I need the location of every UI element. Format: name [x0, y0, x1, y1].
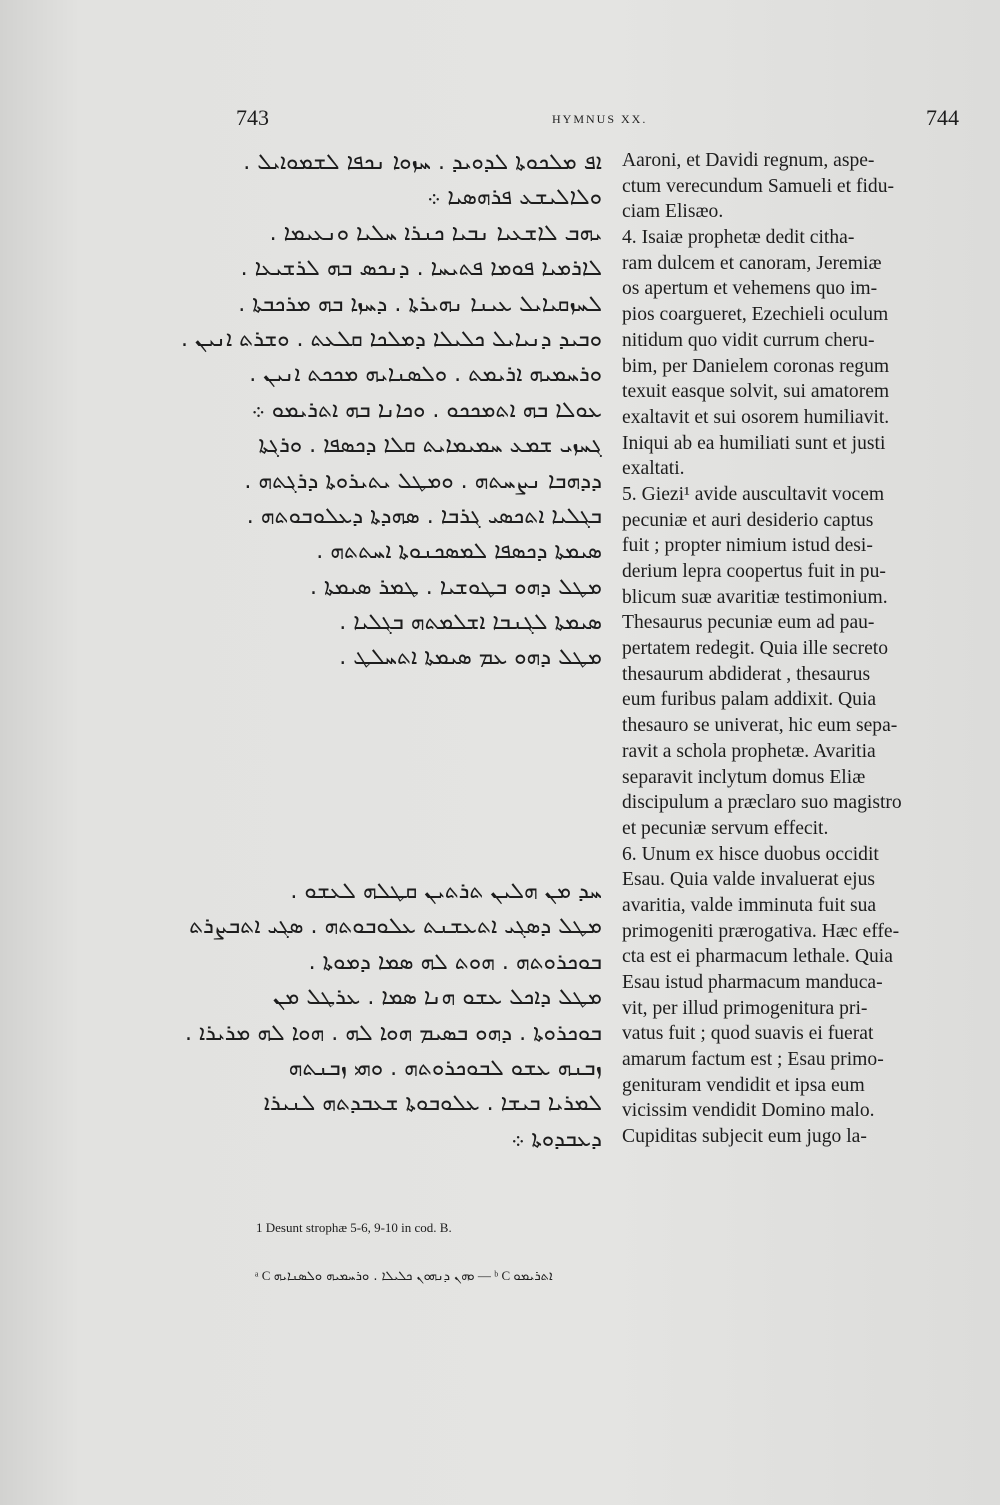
latin-line: separavit inclytum domus Eliæ	[622, 766, 866, 788]
latin-line: ravit a schola prophetæ. Avaritia	[622, 740, 876, 762]
latin-line: 4. Isaiæ prophetæ dedit cithа-	[622, 227, 855, 249]
latin-line: pios coargueret, Ezechieli oculum	[622, 304, 889, 326]
latin-line: exaltati.	[622, 458, 685, 480]
syriac-line: ܡܛܠ ܕܗܘ ܒܛܘܫܝܐ . ܛܡܪ ܣܝܡܬܐ .	[310, 574, 602, 600]
latin-line: 5. Giezi¹ avide auscultavit vocem	[622, 483, 885, 505]
latin-line: Thesaurus pecuniæ eum ad pau-	[622, 612, 875, 634]
syriac-line: ܡܛܠ ܕܐܟܠ ܥܫܘ ܗܢܐ ܣܡܐ . ܥܪܛܠ ܡܢ	[273, 985, 602, 1011]
left-page-number: 743	[236, 105, 269, 130]
latin-line: pecuniæ et auri desiderio captus	[622, 509, 874, 531]
latin-line: exaltavit et sui osorem humiliavit.	[622, 406, 890, 428]
syriac-line: ܠܐܪܡܝܐ ܦܘܡܐ ܦܬܝܚܐ . ܕܢܟܣ ܒܗ ܠܪܫܝܥܐ .	[240, 256, 602, 282]
latin-line: primogeniti prærogativa. Hæc effe-	[622, 920, 900, 942]
running-title: HYMNUS XX.	[552, 112, 648, 126]
footnote-separator: — ᵇ C	[477, 1268, 511, 1283]
latin-line: texuit easque solvit, sui amatorem	[622, 381, 890, 403]
syriac-line: ܒܓܠܝܐ ܐܬܟܣܝ ܓܪܒܐ . ܣܗܕܬܐ ܕܥܠܘܒܘܬܗ .	[246, 503, 602, 529]
syriac-line: ܕܥܒܕܘܬܐ ܀	[511, 1126, 602, 1152]
latin-line: os apertum et vehemens quo im-	[622, 278, 878, 300]
latin-line: thesaurum abdiderat , thesaurus	[622, 663, 871, 685]
syriac-line: ܙܒܢܗ ܥܫܘ ܠܒܘܟܪܘܬܗ . ܘܗܝ ܙܒܢܬܗ	[288, 1055, 602, 1081]
latin-line: 6. Unum ex hisce duobus occidit	[622, 843, 879, 865]
syriac-line: ܡܛܠ ܕܗܘ ܥܡ ܣܝܡܬܐ ܐܬܚܠܛ .	[339, 645, 602, 671]
latin-line: thesauro se univerat, hic eum sepa-	[622, 715, 898, 737]
latin-line: genituram vendidit et ipsa eum	[622, 1074, 865, 1096]
latin-line: Cupiditas subjecit eum jugo la-	[622, 1126, 867, 1148]
latin-line: blicum suæ avaritiæ testimonium.	[622, 586, 888, 608]
syriac-line: ܘܠܐܠܝܫܥ ܦܪܗܣܝܐ ܀	[427, 185, 602, 211]
right-page-number: 744	[926, 105, 959, 130]
syriac-line: ܒܘܟܪܘܬܐ . ܕܗܘ ܒܣܝܡ ܗܘܐ ܠܗ . ܗܘܐ ܠܗ ܡܪܝܪܐ .	[185, 1020, 602, 1046]
latin-line: eum furibus palam addixit. Quia	[622, 689, 877, 711]
syriac-line: ܥܘܠܐ ܒܗ ܐܬܡܟܟܘ . ܘܟܐܢܐ ܒܗ ܐܬܪܝܡܘ ܀	[251, 397, 602, 423]
syriac-line: ܐܦ ܡܠܟܘܬܐ ܠܕܘܝܕ . ܚܙܘܐ ܢܟܦܐ ܠܫܡܘܐܝܠ .	[243, 150, 602, 175]
latin-line: pertatem redegit. Quia ille secreto	[622, 638, 889, 660]
footnote-2	[255, 1268, 553, 1284]
syriac-line: ܠܚܙܩܝܐܝܠ ܥܝܢܐ ܢܗܝܪܬܐ . ܕܚܙܐ ܒܗ ܡܪܟܒܬܐ .	[238, 291, 602, 317]
syriac-line: ܡܛܠ ܕܣܓܝ ܐܬܥܫܢܬ ܥܠܘܒܘܬܗ . ܣܓܝ ܐܬܒܨܪܬ	[189, 914, 602, 940]
syriac-line: ܘܒܝܕ ܕܢܝܐܝܠ ܟܠܝܠܐ ܕܡܠܟܐ ܩܠܥܬ . ܘܫܪܬ ܐܢܝܢ .	[180, 326, 602, 352]
latin-line: ram dulcem et canoram, Jeremiæ	[622, 252, 882, 274]
syriac-text-block-2	[185, 874, 602, 1157]
footnote-a-syriac: ܘܗܢ ܕܢܗܘܢ ܟܠܝܠܐ . ܘܪܚܡܝܗ ܘܠܣܢܐܝܗ	[273, 1269, 475, 1284]
latin-line: vicissim vendidit Domino malo.	[622, 1100, 875, 1122]
latin-line: avaritia, valde imminuta fuit sua	[622, 894, 877, 916]
syriac-line: ܣܝܡܬܐ ܕܟܣܦܐ ܠܡܣܟܢܘܬܐ ܐܚܬܬܗ .	[316, 539, 602, 565]
latin-translation-column	[622, 148, 967, 1150]
footnote-1: 1 Desunt strophæ 5-6, 9-10 in cod. B.	[256, 1220, 452, 1235]
latin-line: vit, per illud primogenitura pri-	[622, 997, 868, 1019]
latin-line: bim, per Danielem coronas regum	[622, 355, 890, 377]
latin-line: amarum factum est ; Esau primo-	[622, 1049, 884, 1071]
footnote-a-label: ᵃ C	[255, 1268, 271, 1283]
syriac-line: ܣܝܡܬܐ ܠܓܢܒܐ ܐܫܠܡܬܗ ܒܓܠܝܐ .	[339, 610, 602, 636]
latin-line: derium lepra coopertus fuit in pu-	[622, 561, 886, 582]
latin-line: discipulum a præclaro suo magistro	[622, 792, 902, 814]
syriac-line: ܘܪܚܡܝܗ ܐܪܝܡܬ . ܘܠܣܢܐܝܗ ܡܟܟܬ ܐܢܝܢ .	[249, 362, 602, 388]
syriac-line: ܠܡܪܝܐ ܒܝܫܐ . ܥܠܘܒܘܬܐ ܫܥܒܕܬܗ ܠܢܝܪܐ	[263, 1091, 602, 1117]
latin-line: Esau. Quia valde invaluerat ejus	[622, 869, 875, 891]
syriac-text-block-1	[180, 145, 602, 676]
footnote-b-syriac: ܐܬܪܝܡܘ	[513, 1269, 553, 1284]
latin-line: Iniqui ab ea humiliati sunt et justi	[622, 432, 886, 454]
syriac-line: ܓܚܙܝ ܫܡܥ ܚܡܝܡܐܝܬ ܩܠܐ ܕܟܣܦܐ . ܘܪܓܬܐ	[258, 433, 602, 459]
latin-line: fuit ; propter nimium istud desi-	[622, 535, 873, 557]
latin-line: ctum verecundum Samueli et fidu-	[622, 175, 895, 197]
latin-line: Aaroni, et Davidi regnum, aspe-	[622, 150, 875, 171]
latin-line: cta est ei pharmacum lethale. Quia	[622, 946, 893, 968]
syriac-line: ܝܗܒ ܠܐܫܥܝܐ ܢܒܝܐ ܟܢܪܐ ܚܠܝܐ ܘܢܥܝܡܐ .	[269, 220, 602, 246]
latin-line: Esau istud pharmacum manduca-	[622, 972, 883, 993]
syriac-line: ܕܕܗܒܐ ܢܨܚܬܗ . ܘܡܛܠ ܝܬܝܪܘܬܐ ܕܪܓܬܗ .	[244, 468, 602, 494]
syriac-line: ܒܘܟܪܘܬܗ . ܗܘܬ ܠܗ ܣܡܐ ܕܡܘܬܐ .	[308, 949, 602, 975]
syriac-line: ܚܕ ܡܢ ܗܠܝܢ ܬܪܬܝܢ ܩܛܠܗ ܠܥܫܘ .	[290, 879, 602, 904]
latin-line: vatus fuit ; quod suavis ei fuerat	[622, 1023, 874, 1045]
latin-line: ciam Elisæo.	[622, 201, 724, 223]
latin-line: et pecuniæ servum effecit.	[622, 817, 829, 839]
latin-line: nitidum quo vidit currum cheru-	[622, 329, 875, 351]
